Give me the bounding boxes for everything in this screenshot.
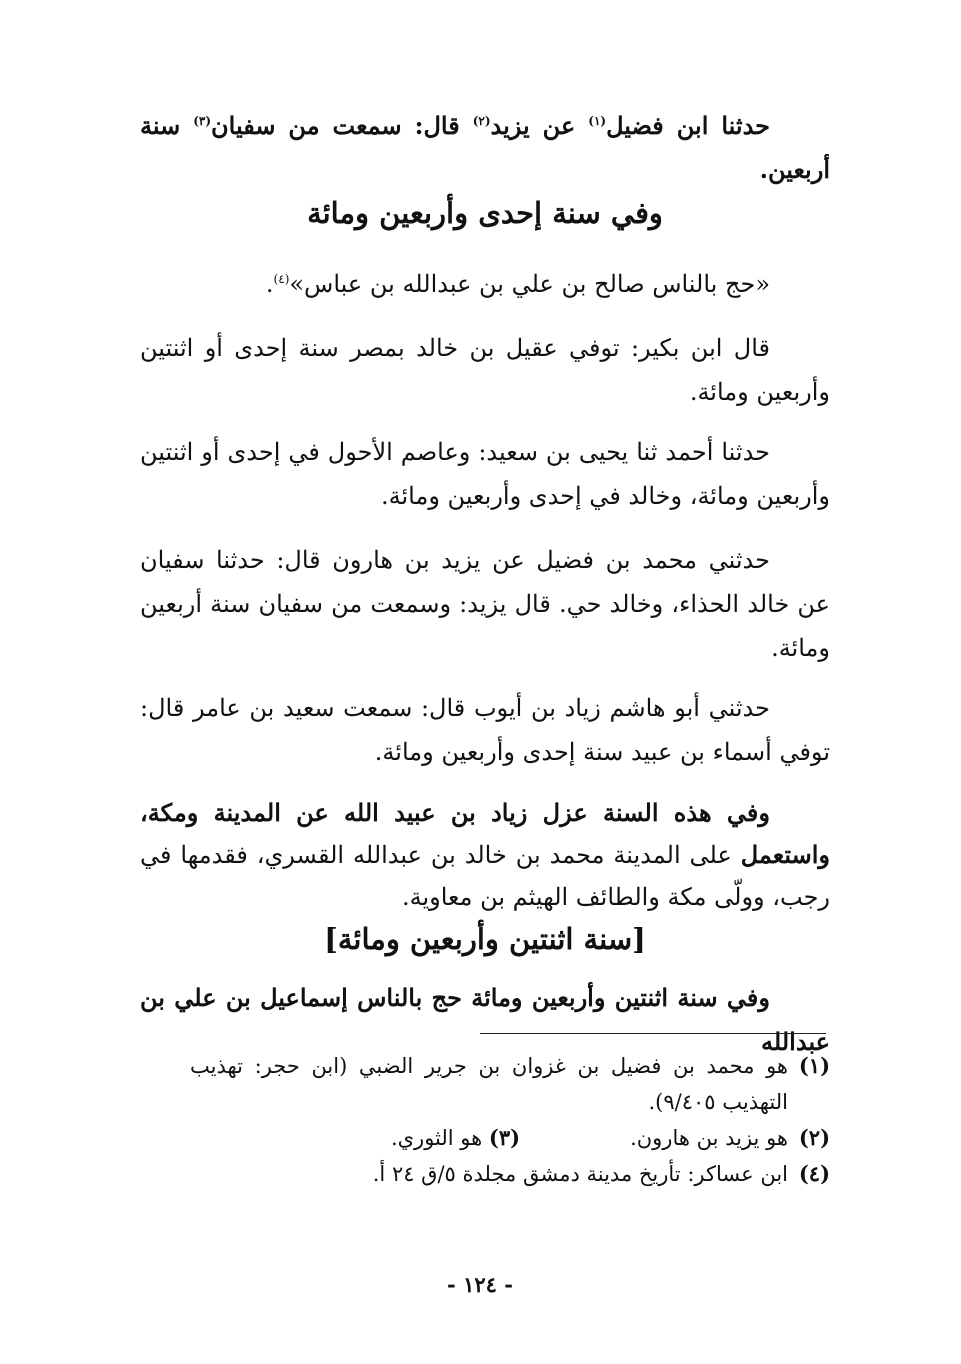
paragraph-2-end: . (265, 270, 274, 298)
footnote-2-3-text (190, 1120, 788, 1156)
footnote-2-3 (190, 1120, 830, 1156)
footnote-4 (190, 1156, 830, 1192)
footnote-1-text: هو محمد بن فضيل بن غزوان بن جرير الضبي (ابن حجر: تهذيب التهذيب ٩/٤٠٥). (190, 1054, 788, 1114)
footnote-ref-1[interactable]: (١) (588, 114, 607, 128)
footnote-ref-3[interactable]: (٣) (193, 114, 212, 128)
footnote-ref-2[interactable]: (٢) (472, 114, 491, 128)
paragraph-1-text-b: عن يزيد (490, 111, 589, 140)
section-heading-141: وفي سنة إحدى وأربعين ومائة (307, 196, 663, 230)
footnote-1 (190, 1048, 830, 1120)
footnote-2-text: هو يزيد بن هارون. (630, 1126, 788, 1150)
footnote-4-text: ابن عساكر: تأريخ مدينة دمشق مجلدة ٥/ق ٢٤ أ. (372, 1162, 788, 1186)
footnote-1-number: (١) (798, 1053, 830, 1078)
paragraph-2 (140, 262, 830, 306)
paragraph-1 (140, 104, 830, 192)
footnote-3-number: (٣) (488, 1125, 521, 1150)
section-heading-142: [سنة اثنتين وأربعين ومائة] (324, 922, 646, 956)
footnotes (190, 1048, 830, 1192)
paragraph-7 (140, 792, 830, 918)
footnote-3-text: هو الثوري. (390, 1126, 483, 1150)
paragraph-3: قال ابن بكير: توفي عقيل بن خالد بمصر سنة إحدى أو اثنتين وأربعين ومائة. (140, 334, 830, 406)
footnote-ref-4[interactable]: (٤) (273, 272, 290, 286)
paragraph-1-text-d: سنة أربعين. (140, 111, 830, 184)
paragraph-6: حدثني أبو هاشم زياد بن أيوب قال: سمعت سعيد بن عامر قال: توفي أسماء بن عبيد سنة إحدى وأربعين ومائة. (140, 694, 830, 766)
paragraph-7-bold: وفي هذه السنة عزل زياد بن عبيد الله عن المدينة ومكة، واستعمل (140, 798, 830, 869)
paragraph-7-rest: على المدينة محمد بن خالد بن عبدالله القسري، فقدمها في رجب، وولّى مكة والطائف الهيثم بن معاوية. (140, 841, 830, 911)
footnote-2-number: (٢) (798, 1125, 830, 1150)
paragraph-1-text-a: حدثنا ابن فضيل (606, 111, 771, 140)
page-number: - ١٢٤ - (447, 1272, 513, 1297)
footnote-separator (480, 1033, 826, 1034)
paragraph-2-text: «حج بالناس صالح بن علي بن عبدالله بن عباس» (289, 270, 770, 298)
paragraph-8: وفي سنة اثنتين وأربعين ومائة حج بالناس إسماعيل بن علي بن عبدالله (140, 983, 830, 1056)
paragraph-1-text-c: قال: سمعت من سفيان (211, 111, 473, 140)
paragraph-5: حدثني محمد بن فضيل عن يزيد بن هارون قال: حدثنا سفيان عن خالد الحذاء، وخالد حي. قال يزيد: وسمعت من سفيان سنة أربعين ومائة. (140, 546, 830, 662)
paragraph-4: حدثنا أحمد ثنا يحيى بن سعيد: وعاصم الأحول في إحدى أو اثنتين وأربعين ومائة، وخالد في إحدى وأربعين ومائة. (140, 438, 830, 510)
footnote-4-number: (٤) (798, 1161, 830, 1186)
